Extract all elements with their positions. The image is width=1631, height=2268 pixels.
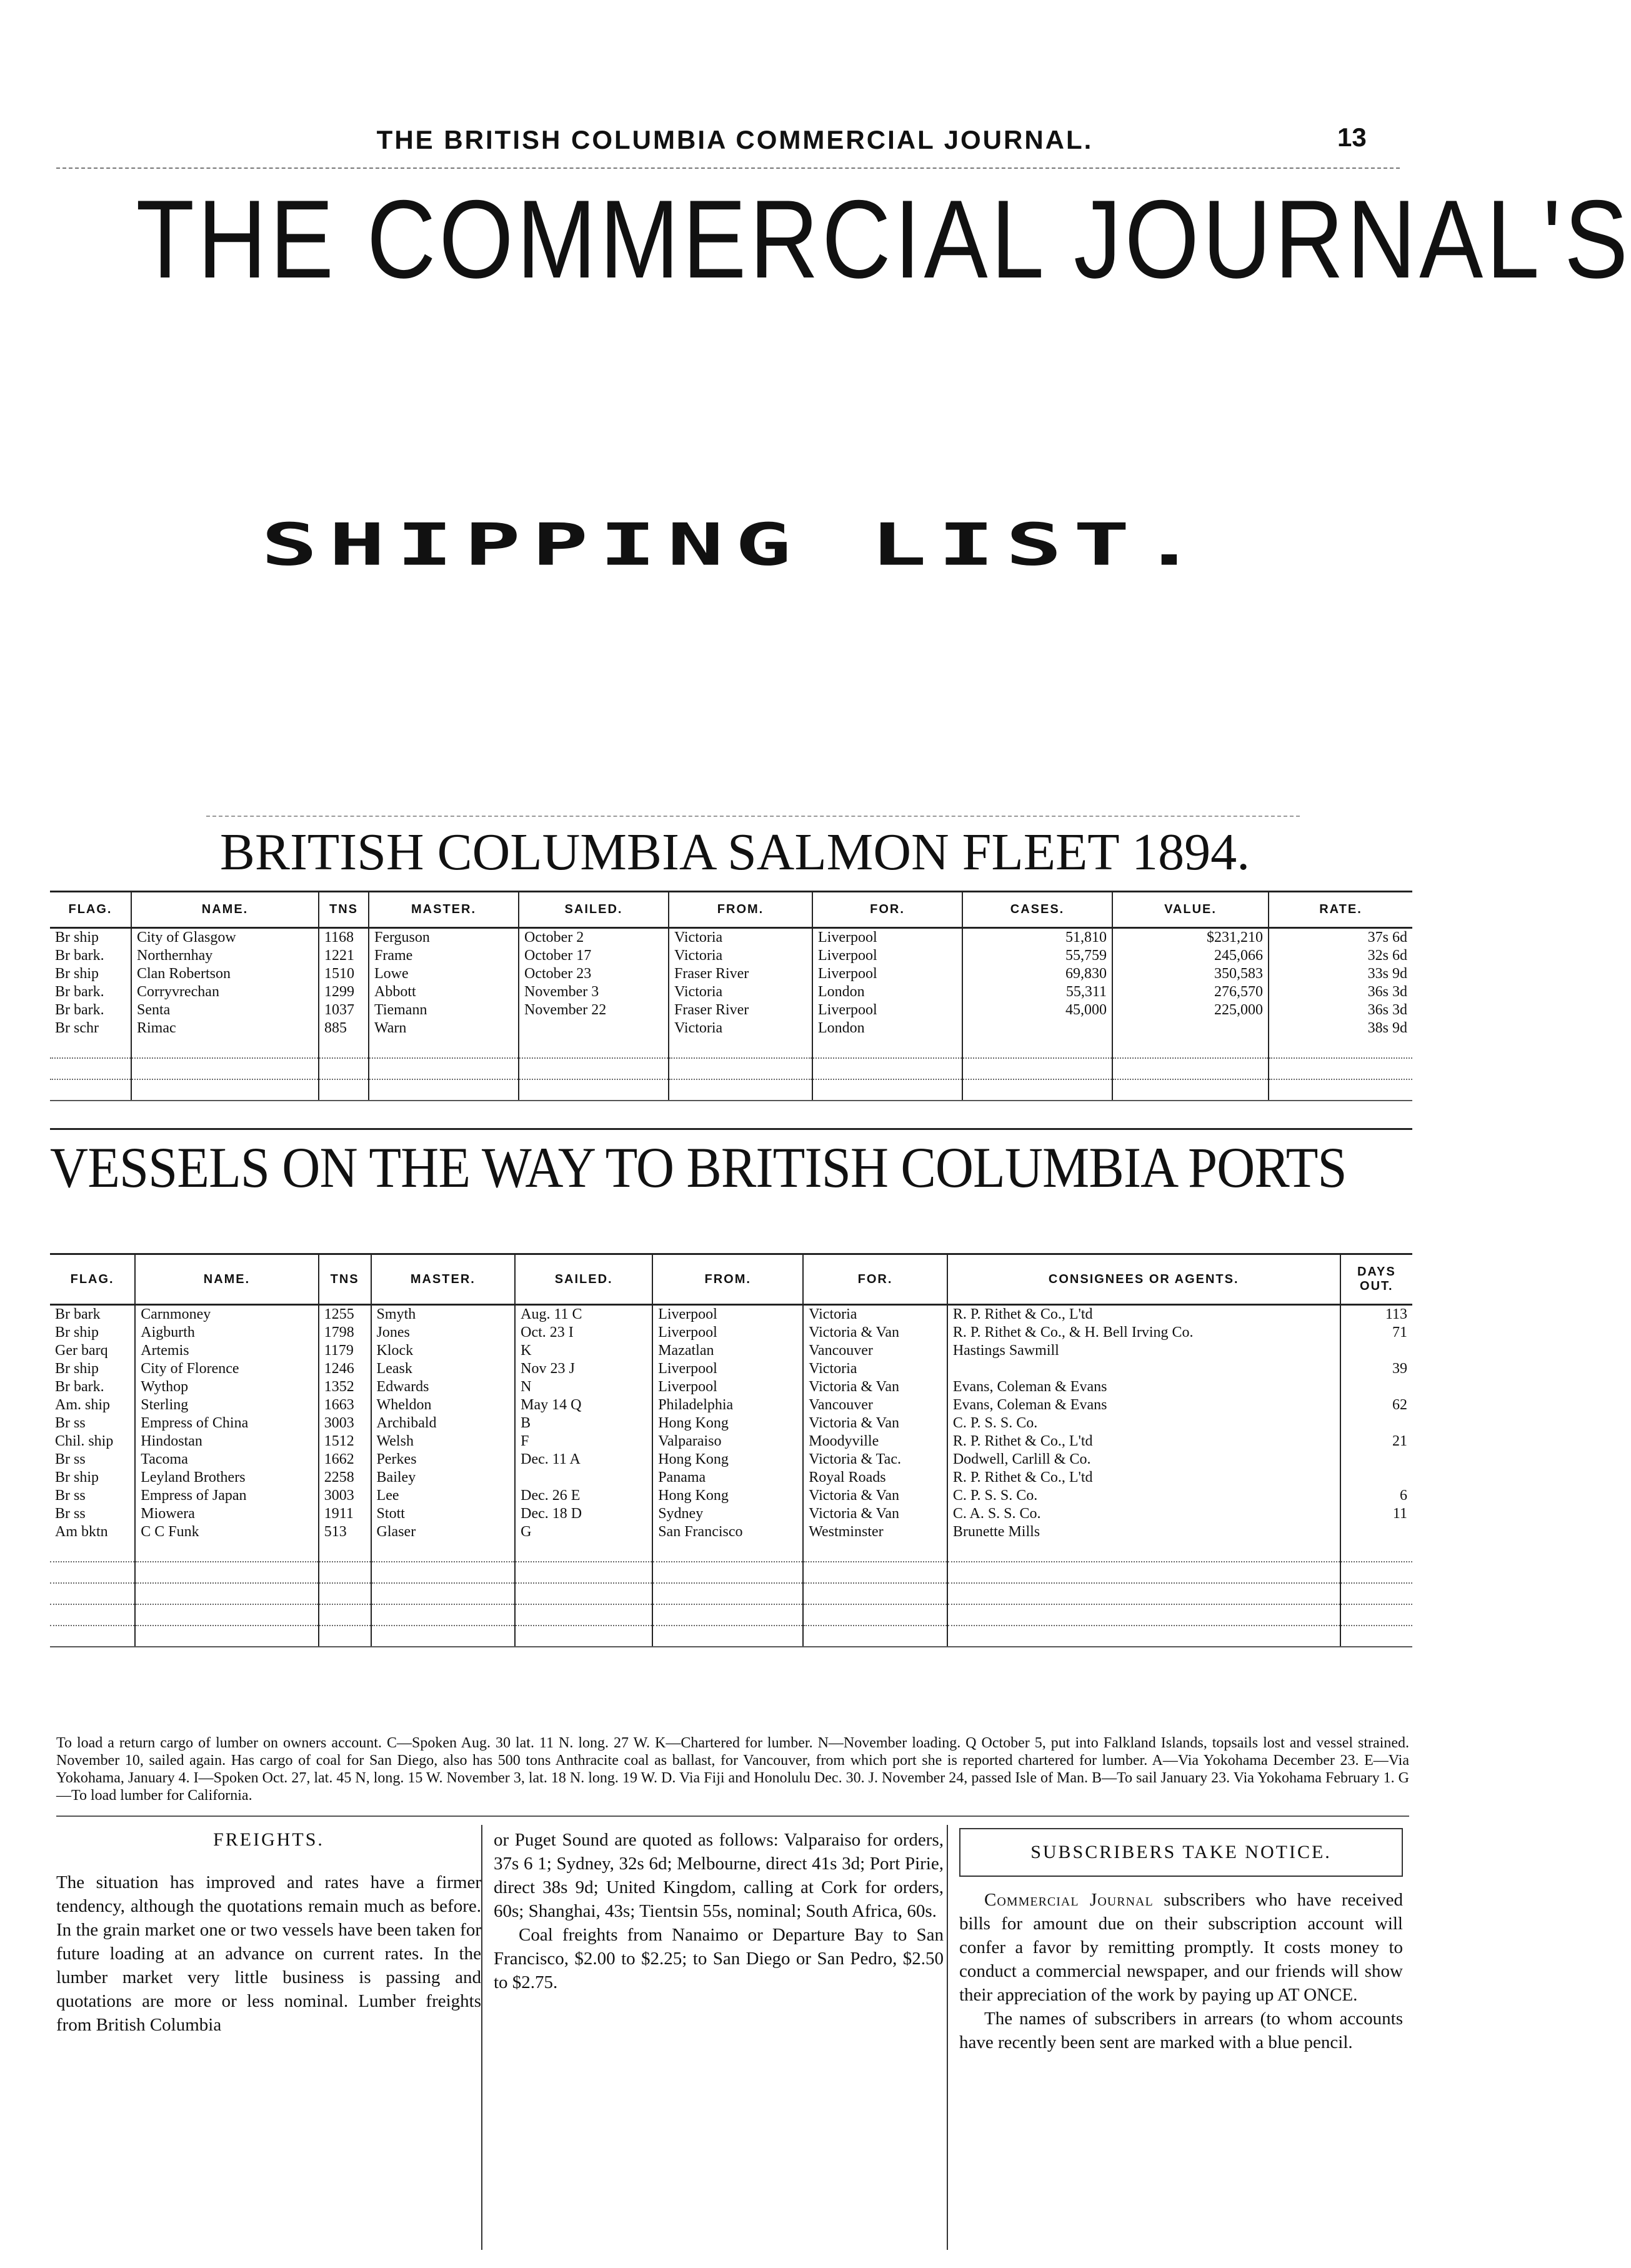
table-cell: R. P. Rithet & Co., L'td <box>947 1469 1340 1487</box>
table-cell: Ferguson <box>369 928 519 947</box>
table-cell: C C Funk <box>135 1523 318 1541</box>
table-cell: 1246 <box>319 1360 371 1378</box>
vessels-rule <box>50 1128 1412 1130</box>
table-cell: Br ship <box>55 1361 99 1377</box>
table-cell: Philadelphia <box>652 1396 803 1414</box>
table-cell: Perkes <box>371 1451 516 1469</box>
table-cell: Smyth <box>371 1305 516 1324</box>
table-cell: Br bark. <box>55 947 104 964</box>
table-cell: 1662 <box>319 1451 371 1469</box>
column-header: FLAG. <box>50 1254 135 1305</box>
column-header: TNS <box>319 892 369 928</box>
table-cell: November 22 <box>519 1001 669 1019</box>
table-cell: 3003 <box>319 1487 371 1505</box>
table-cell <box>1340 1451 1412 1469</box>
freights-body: The situation has improved and rates have a firmer tendency, although the quotations remain much as before. In the grain market one or two vessels have been taken for future loading at an advance on current rates. In the lumber market very little business is passing and quotations are more or less nominal. Lumber freights from British Columbia <box>56 1872 481 2035</box>
table-cell: 276,570 <box>1112 983 1269 1001</box>
table-row <box>50 965 1412 983</box>
table-cell: Bailey <box>371 1469 516 1487</box>
journal-name: Commercial Journal <box>984 1890 1154 1910</box>
table-cell: Frame <box>369 947 519 965</box>
table-row <box>50 1360 1412 1378</box>
table-row <box>50 983 1412 1001</box>
running-head: THE BRITISH COLUMBIA COMMERCIAL JOURNAL. <box>376 125 1094 154</box>
table-cell: Fraser River <box>669 965 812 983</box>
column-header: CASES. <box>962 892 1112 928</box>
table-cell: Victoria <box>669 947 812 965</box>
table-cell: Jones <box>371 1324 516 1342</box>
table-cell: Dec. 11 A <box>515 1451 652 1469</box>
table-cell: Edwards <box>371 1378 516 1396</box>
table-cell: 885 <box>319 1019 369 1037</box>
table-cell: 225,000 <box>1112 1001 1269 1019</box>
table-cell: 39 <box>1340 1360 1412 1378</box>
column-header: FLAG. <box>50 892 131 928</box>
table-cell: Tiemann <box>369 1001 519 1019</box>
table-cell: Welsh <box>371 1432 516 1451</box>
column-rule <box>481 1825 482 2250</box>
head-rule <box>56 167 1400 169</box>
table-cell: Lee <box>371 1487 516 1505</box>
table-cell: 55,311 <box>962 983 1112 1001</box>
page-number: 13 <box>1337 122 1367 152</box>
column-header: DAYS OUT. <box>1340 1254 1412 1305</box>
table-cell: Empress of China <box>135 1414 318 1432</box>
table-cell: Dodwell, Carlill & Co. <box>947 1451 1340 1469</box>
table-cell: 1037 <box>319 1001 369 1019</box>
table-cell: October 2 <box>519 928 669 947</box>
table-cell: 1352 <box>319 1378 371 1396</box>
table-cell: Victoria <box>669 983 812 1001</box>
table-cell <box>962 1019 1112 1037</box>
table-cell: Stott <box>371 1505 516 1523</box>
table-cell <box>1340 1414 1412 1432</box>
table-cell: Northernhay <box>131 947 319 965</box>
table-cell: Artemis <box>135 1342 318 1360</box>
column-header: FOR. <box>803 1254 947 1305</box>
table-cell: 55,759 <box>962 947 1112 965</box>
table-cell: Hindostan <box>135 1432 318 1451</box>
salmon-fleet-table <box>50 891 1412 1101</box>
table-cell: London <box>812 983 962 1001</box>
coal-freights: Coal freights from Nanaimo or Departure Bay to San Francisco, $2.00 to $2.25; to San Diego or San Pedro, $2.50 to $2.75. <box>494 1925 944 1992</box>
table-cell: 1510 <box>319 965 369 983</box>
column-header: MASTER. <box>369 892 519 928</box>
table-cell: Klock <box>371 1342 516 1360</box>
table-cell: Archibald <box>371 1414 516 1432</box>
table-cell: R. P. Rithet & Co., L'td <box>947 1432 1340 1451</box>
table-cell: Dec. 18 D <box>515 1505 652 1523</box>
table-cell: Dec. 26 E <box>515 1487 652 1505</box>
table-cell: Br ship <box>55 929 99 946</box>
table-cell <box>1340 1523 1412 1541</box>
masthead: THE COMMERCIAL JOURNAL'S <box>136 177 1631 301</box>
table-cell: C. P. S. S. Co. <box>947 1487 1340 1505</box>
table-cell: C. A. S. S. Co. <box>947 1505 1340 1523</box>
table-cell: N <box>515 1378 652 1396</box>
table-row <box>50 1396 1412 1414</box>
subscribers-heading: SUBSCRIBERS TAKE NOTICE. <box>959 1828 1403 1877</box>
table-cell <box>1340 1342 1412 1360</box>
table-cell: London <box>812 1019 962 1037</box>
table-cell: Liverpool <box>652 1324 803 1342</box>
table-cell: 1221 <box>319 947 369 965</box>
table-cell: Victoria & Van <box>803 1324 947 1342</box>
table-cell: Am. ship <box>55 1397 111 1413</box>
blank-row <box>50 1604 1412 1626</box>
blank-row <box>50 1562 1412 1583</box>
table-cell: 32s 6d <box>1269 947 1412 965</box>
table-cell: November 3 <box>519 983 669 1001</box>
table-cell: Hong Kong <box>652 1487 803 1505</box>
column-header: RATE. <box>1269 892 1412 928</box>
table-cell: 36s 3d <box>1269 983 1412 1001</box>
table-row <box>50 1324 1412 1342</box>
table-cell: 21 <box>1340 1432 1412 1451</box>
table-cell: 1299 <box>319 983 369 1001</box>
table-cell: Moodyville <box>803 1432 947 1451</box>
table-cell: Miowera <box>135 1505 318 1523</box>
table-cell: 62 <box>1340 1396 1412 1414</box>
table-cell: Br bark. <box>55 1379 104 1395</box>
table-cell: Liverpool <box>812 928 962 947</box>
table-cell: Br ss <box>55 1451 86 1467</box>
table-cell: Liverpool <box>652 1378 803 1396</box>
column-header: FOR. <box>812 892 962 928</box>
table-row <box>50 1342 1412 1360</box>
table-cell: 113 <box>1340 1305 1412 1324</box>
table-cell: 1663 <box>319 1396 371 1414</box>
table-cell: October 23 <box>519 965 669 983</box>
table-cell: Leyland Brothers <box>135 1469 318 1487</box>
freights-heading: FREIGHTS. <box>213 1829 324 1850</box>
table-cell <box>1340 1469 1412 1487</box>
table-row <box>50 928 1412 947</box>
table-cell: Rimac <box>131 1019 319 1037</box>
table-cell: Wythop <box>135 1378 318 1396</box>
table-cell: 1512 <box>319 1432 371 1451</box>
blank-row <box>50 1626 1412 1647</box>
table-cell: Evans, Coleman & Evans <box>947 1396 1340 1414</box>
table-cell: Vancouver <box>803 1342 947 1360</box>
table-cell: 1798 <box>319 1324 371 1342</box>
column-rule <box>947 1825 948 2250</box>
table-row <box>50 1378 1412 1396</box>
table-cell: Ger barq <box>55 1342 108 1359</box>
fleet-title-rule <box>206 816 1300 817</box>
table-cell: Warn <box>369 1019 519 1037</box>
table-cell: City of Florence <box>135 1360 318 1378</box>
table-cell: Wheldon <box>371 1396 516 1414</box>
vessel-notes: To load a return cargo of lumber on owners account. C—Spoken Aug. 30 lat. 11 N. long. 27 W. K—Chartered for lumber. N—November loading. Q October 5, put into Falkland Islands, topsails lost and vessel strained. November 10, sailed again. Has cargo of coal for San Diego, also has 500 tons Anthracite coal as ballast, for Vancouver, from which port she is reported chartered for lumber. A—Via Yokohama December 23. E—Via Yokohama, January 4. I—Spoken Oct. 27, lat. 45 N, long. 15 W. November 3, lat. 18 N. long. 19 W. D. Via Fiji and Honolulu Dec. 30. J. November 24, passed Isle of Man. B—To sail January 23. Via Yokohama February 1. G—To load lumber for California. <box>56 1735 1409 1804</box>
table-cell: Sterling <box>135 1396 318 1414</box>
table-cell: Victoria <box>803 1305 947 1324</box>
table-cell: Liverpool <box>812 1001 962 1019</box>
table-cell: October 17 <box>519 947 669 965</box>
table-row <box>50 1019 1412 1037</box>
table-cell: Chil. ship <box>55 1433 114 1449</box>
table-cell: 38s 9d <box>1269 1019 1412 1037</box>
table-row <box>50 1469 1412 1487</box>
table-cell: Lowe <box>369 965 519 983</box>
table-cell: Victoria <box>669 1019 812 1037</box>
table-cell: Victoria & Van <box>803 1378 947 1396</box>
table-cell: Liverpool <box>812 965 962 983</box>
table-cell: G <box>515 1523 652 1541</box>
table-cell: 71 <box>1340 1324 1412 1342</box>
table-cell: Br ship <box>55 1324 99 1341</box>
table-cell: Glaser <box>371 1523 516 1541</box>
column-header: SAILED. <box>519 892 669 928</box>
table-cell: 51,810 <box>962 928 1112 947</box>
table-cell: Tacoma <box>135 1451 318 1469</box>
table-cell: Vancouver <box>803 1396 947 1414</box>
table-cell: 1255 <box>319 1305 371 1324</box>
column-header: TNS <box>319 1254 371 1305</box>
column-header: FROM. <box>669 892 812 928</box>
subscribers-para-1 <box>959 1888 1403 2007</box>
section-title: SHIPPING LIST. <box>261 511 1209 579</box>
blank-row <box>50 1583 1412 1604</box>
notes-rule <box>56 1816 1409 1817</box>
table-cell: Sydney <box>652 1505 803 1523</box>
table-cell: Br ss <box>55 1415 86 1431</box>
table-cell: Aigburth <box>135 1324 318 1342</box>
table-cell: Senta <box>131 1001 319 1019</box>
table-cell: Corryvrechan <box>131 983 319 1001</box>
column-header: SAILED. <box>515 1254 652 1305</box>
table-cell: Empress of Japan <box>135 1487 318 1505</box>
freights-continued: or Puget Sound are quoted as follows: Valparaiso for orders, 37s 6 1; Sydney, 32s 6d; Melbourne, direct 41s 3d; Port Pirie, direct 38s 9d; United Kingdom, calling at Cork for orders, 60s; Shanghai, 43s; Tientsin 55s, nominal; South Africa, 60s. <box>494 1830 944 1921</box>
table-cell: Nov 23 J <box>515 1360 652 1378</box>
table-cell: Mazatlan <box>652 1342 803 1360</box>
table-cell <box>515 1469 652 1487</box>
table-cell: Victoria & Tac. <box>803 1451 947 1469</box>
table-cell: Br ss <box>55 1487 86 1504</box>
table-cell: Br ship <box>55 966 99 982</box>
table-cell: City of Glasgow <box>131 928 319 947</box>
table-cell: May 14 Q <box>515 1396 652 1414</box>
freights-continued-column <box>494 1828 944 1994</box>
table-row <box>50 1505 1412 1523</box>
table-cell: 245,066 <box>1112 947 1269 965</box>
table-cell: Victoria <box>803 1360 947 1378</box>
column-header: MASTER. <box>371 1254 516 1305</box>
vessels-title: VESSELS ON THE WAY TO BRITISH COLUMBIA PORTS <box>50 1136 1347 1199</box>
subscribers-column <box>959 1828 1403 2054</box>
table-cell: Liverpool <box>652 1305 803 1324</box>
table-cell: R. P. Rithet & Co., L'td <box>947 1305 1340 1324</box>
vessels-table <box>50 1253 1412 1647</box>
table-cell: 3003 <box>319 1414 371 1432</box>
table-cell: 350,583 <box>1112 965 1269 983</box>
table-cell: Oct. 23 I <box>515 1324 652 1342</box>
table-cell: Fraser River <box>669 1001 812 1019</box>
table-cell: 45,000 <box>962 1001 1112 1019</box>
table-cell: $231,210 <box>1112 928 1269 947</box>
column-header: VALUE. <box>1112 892 1269 928</box>
table-row <box>50 1432 1412 1451</box>
table-cell: Hastings Sawmill <box>947 1342 1340 1360</box>
fleet-title: BRITISH COLUMBIA SALMON FLEET 1894. <box>219 823 1250 881</box>
table-cell: Br ss <box>55 1506 86 1522</box>
table-cell: Leask <box>371 1360 516 1378</box>
table-cell: Panama <box>652 1469 803 1487</box>
table-cell: Victoria & Van <box>803 1487 947 1505</box>
table-cell: Carnmoney <box>135 1305 318 1324</box>
table-cell: 2258 <box>319 1469 371 1487</box>
table-cell: Br bark. <box>55 1002 104 1018</box>
table-cell: 37s 6d <box>1269 928 1412 947</box>
table-cell: Abbott <box>369 983 519 1001</box>
table-cell: Victoria <box>669 928 812 947</box>
table-cell: Liverpool <box>652 1360 803 1378</box>
freights-column <box>56 1828 481 2037</box>
column-header: FROM. <box>652 1254 803 1305</box>
table-cell: C. P. S. S. Co. <box>947 1414 1340 1432</box>
column-header: NAME. <box>131 892 319 928</box>
table-cell: 6 <box>1340 1487 1412 1505</box>
table-cell: Br schr <box>55 1020 99 1036</box>
blank-row <box>50 1037 1412 1058</box>
table-cell: Br bark <box>55 1306 101 1322</box>
column-header: CONSIGNEES OR AGENTS. <box>947 1254 1340 1305</box>
table-cell: Aug. 11 C <box>515 1305 652 1324</box>
table-cell: 33s 9d <box>1269 965 1412 983</box>
table-cell: 1168 <box>319 928 369 947</box>
table-row <box>50 1414 1412 1432</box>
table-cell <box>1112 1019 1269 1037</box>
table-cell: 1179 <box>319 1342 371 1360</box>
subscribers-para-2: The names of subscribers in arrears (to whom accounts have recently been sent are marked with a blue pencil. <box>959 2009 1403 2052</box>
column-header: NAME. <box>135 1254 318 1305</box>
table-row <box>50 1001 1412 1019</box>
table-cell: F <box>515 1432 652 1451</box>
table-cell: Clan Robertson <box>131 965 319 983</box>
table-cell: Br ship <box>55 1469 99 1486</box>
table-cell: 513 <box>319 1523 371 1541</box>
table-cell: Royal Roads <box>803 1469 947 1487</box>
blank-row <box>50 1541 1412 1562</box>
blank-row <box>50 1058 1412 1079</box>
subscribers-para-1-text: subscribers who have received bills for amount due on their subscription account will confer a favor by remitting promptly. It costs money to conduct a commercial newspaper, and our friends will show their appreciation of the work by paying up AT ONCE. <box>959 1890 1404 2005</box>
table-cell: 11 <box>1340 1505 1412 1523</box>
table-cell: Br bark. <box>55 984 104 1000</box>
table-row <box>50 1451 1412 1469</box>
table-cell: Brunette Mills <box>947 1523 1340 1541</box>
table-cell: K <box>515 1342 652 1360</box>
table-cell: B <box>515 1414 652 1432</box>
table-row <box>50 947 1412 965</box>
table-cell: Hong Kong <box>652 1414 803 1432</box>
table-cell <box>947 1360 1340 1378</box>
table-cell: 1911 <box>319 1505 371 1523</box>
table-cell: 36s 3d <box>1269 1001 1412 1019</box>
table-cell: Am bktn <box>55 1524 108 1540</box>
table-cell: Victoria & Van <box>803 1414 947 1432</box>
table-row <box>50 1487 1412 1505</box>
table-cell: Hong Kong <box>652 1451 803 1469</box>
table-cell: 69,830 <box>962 965 1112 983</box>
blank-row <box>50 1079 1412 1101</box>
table-cell: R. P. Rithet & Co., & H. Bell Irving Co. <box>947 1324 1340 1342</box>
table-cell: Victoria & Van <box>803 1505 947 1523</box>
table-row <box>50 1305 1412 1324</box>
table-cell: Evans, Coleman & Evans <box>947 1378 1340 1396</box>
table-row <box>50 1523 1412 1541</box>
table-cell: Valparaiso <box>652 1432 803 1451</box>
table-cell: San Francisco <box>652 1523 803 1541</box>
table-cell: Liverpool <box>812 947 962 965</box>
table-cell <box>1340 1378 1412 1396</box>
table-cell: Westminster <box>803 1523 947 1541</box>
table-cell <box>519 1019 669 1037</box>
